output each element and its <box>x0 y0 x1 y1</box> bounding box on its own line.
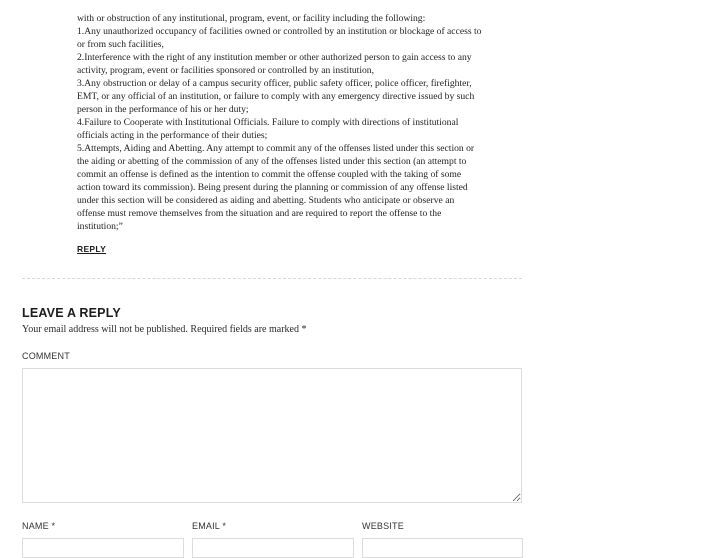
reply-link[interactable]: REPLY <box>77 244 107 254</box>
comment-line: institution;” <box>77 221 123 232</box>
comment-line: with or obstruction of any institutional, program, event, or facility including the following: <box>77 13 426 24</box>
comment-notes: Your email address will not be published. Required fields are marked * <box>22 324 307 335</box>
comment-label: COMMENT <box>22 351 70 361</box>
name-input[interactable] <box>22 538 184 558</box>
comment-line: activity, program, event or facilities sponsored or controlled by an institution, <box>77 65 374 76</box>
website-label: WEBSITE <box>362 521 404 531</box>
comment-divider <box>22 278 522 279</box>
comment-line: 2.Interference with the right of any institution member or other authorized person to gain access to any <box>77 52 472 63</box>
email-label: EMAIL * <box>192 521 227 531</box>
comment-text <box>77 12 517 233</box>
comment-line: 3.Any obstruction or delay of a campus security officer, public safety officer, police officer, firefighter, <box>77 78 472 89</box>
comment-line: commit an offense is defined as the intention to commit the offense coupled with the taking of some <box>77 169 462 180</box>
comment-line: the aiding or abetting of the commission of any of the offenses listed under this section (an attempt to <box>77 156 467 167</box>
comment-line: EMT, or any official of an institution, or failure to comply with any emergency directive issued by such <box>77 91 475 102</box>
leave-reply-title: LEAVE A REPLY <box>22 306 121 320</box>
comment-line: 4.Failure to Cooperate with Institutional Officials. Failure to comply with directions of institutional <box>77 117 459 128</box>
comment-line: 1.Any unauthorized occupancy of facilities owned or controlled by an institution or blockage of access to <box>77 26 482 37</box>
name-label: NAME * <box>22 521 56 531</box>
comment-textarea[interactable] <box>22 368 522 503</box>
comment-line: action toward its commission). Being present during the planning or commission of any offense listed <box>77 182 468 193</box>
comment-line: officials acting in the performance of their duties; <box>77 130 268 141</box>
comment-line: person in the performance of his or her duty; <box>77 104 249 115</box>
comment-line: or from such facilities, <box>77 39 164 50</box>
comment-line: offense must remove themselves from the situation and are required to report the offense to the <box>77 208 442 219</box>
comment-line: under this section will be considered as aiding and abetting. Students who anticipate or observe an <box>77 195 455 206</box>
website-input[interactable] <box>362 538 523 558</box>
email-input[interactable] <box>192 538 354 558</box>
comment-line: 5.Attempts, Aiding and Abetting. Any attempt to commit any of the offenses listed under this section or <box>77 143 475 154</box>
